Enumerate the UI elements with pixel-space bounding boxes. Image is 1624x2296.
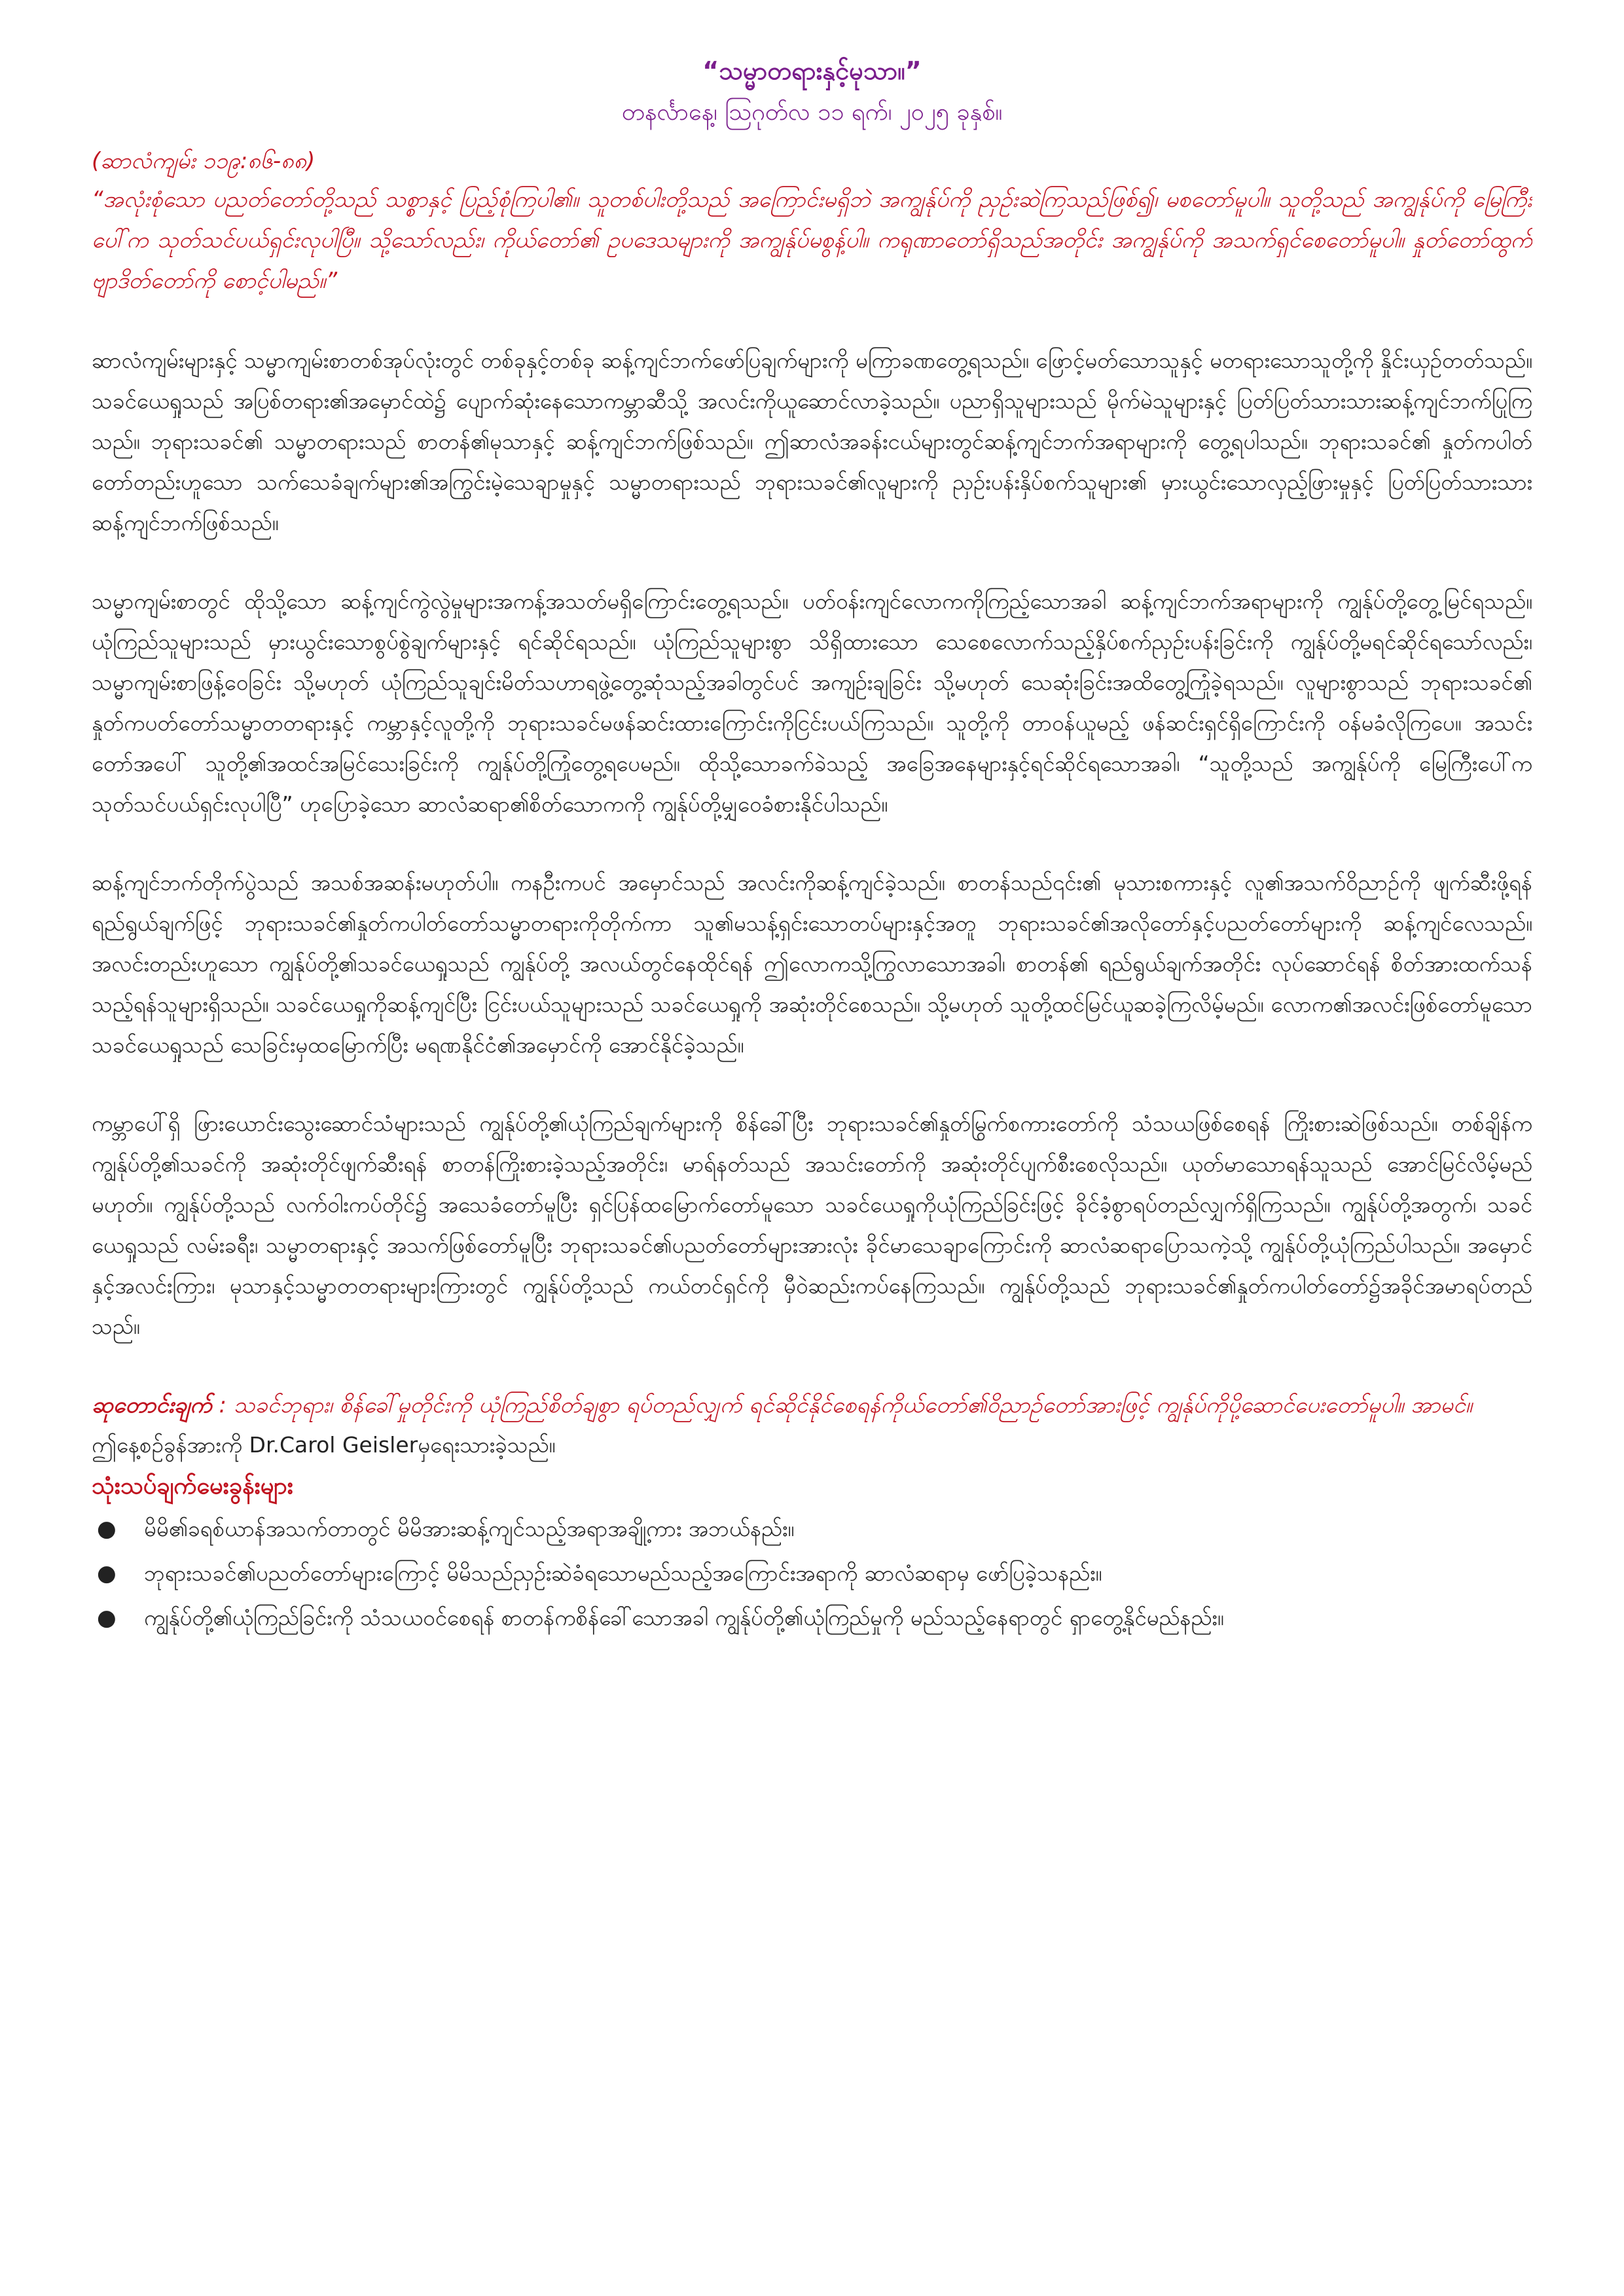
scripture-reference: (ဆာလံကျမ်း ၁၁၉:၈၆-၈၈) bbox=[92, 148, 316, 174]
body-paragraph-2: သမ္မာကျမ်းစာတွင် ထိုသို့သော ဆန့်ကျင်ကွဲလွဲမှုများအကန့်အသတ်မရှိကြောင်းတွေ့ရသည်။ ပတ်ဝန်းကျင်လောကကိုကြည့်သောအခါ ဆန့်ကျင်ဘက်အရာများကို ကျွန်ုပ်တို့တွေ့မြင်ရသည်။ ယုံကြည်သူများသည် မှားယွင်းသောစွပ်စွဲချက်များနှင့် ရင်ဆိုင်ရသည်။ ယုံကြည်သူများစွာ သိရှိထားသော သေစေလောက်သည့်နှိပ်စက်ညှဉ်းပန်းခြင်းကို ကျွန်ုပ်တို့မရင်ဆိုင်ရသော်လည်း၊ သမ္မာကျမ်းစာဖြန့်ဝေခြင်း သို့မဟုတ် ယုံကြည်သူချင်းမိတ်သဟာရဖွဲ့တွေ့ဆုံသည့်အခါတွင်ပင် အကျဉ်းချခြင်း သို့မဟုတ် သေဆုံးခြင်းအထိတွေ့ကြုံခဲ့ရသည်။ လူများစွာသည် ဘုရားသခင်၏ နှုတ်ကပတ်တော်သမ္မာတတရားနှင့် ကမ္ဘာနှင့်လူတို့ကို ဘုရားသခင်မဖန်ဆင်းထားကြောင်းကိုငြင်းပယ်ကြသည်။ သူတို့ကို တာဝန်ယူမည့် ဖန်ဆင်းရှင်ရှိကြောင်းကို ဝန်မခံလိုကြပေ။ အသင်းတော်အပေါ် သူတို့၏အထင်အမြင်သေးခြင်းကို ကျွန်ုပ်တို့ကြုံတွေ့ရပေမည်။ ထိုသို့သောခက်ခဲသည့် အခြေအနေများနှင့်ရင်ဆိုင်ရသောအခါ၊ “သူတို့သည် အကျွန်ုပ်ကို မြေကြီးပေါ်က သုတ်သင်ပယ်ရှင်းလုပါပြီ” ဟုပြောခဲ့သော ဆာလံဆရာ၏စိတ်သောကကို ကျွန်ုပ်တို့မျှဝေခံစားနိုင်ပါသည်။ bbox=[92, 588, 1532, 817]
question-text: ဘုရားသခင်၏ပညတ်တော်များကြောင့် မိမိသည်ညှဉ်းဆဲခံရသောမည်သည့်အကြောင်းအရာကို ဆာလံဆရာမှ ဖော်ပြခဲ့သနည်း။ bbox=[144, 1560, 1102, 1586]
page-title: “သမ္မာတရားနှင့်မုသာ။” bbox=[702, 56, 922, 85]
date-line: တနင်္လာနေ့၊ ဩဂုတ်လ ၁၁ ရက်၊ ၂၀၂၅ ခုနှစ်။ bbox=[621, 99, 1003, 126]
scripture-quote: “အလုံးစုံသော ပညတ်တော်တို့သည် သစ္စာနှင့် ပြည့်စုံကြပါ၏။ သူတစ်ပါးတို့သည် အကြောင်းမရှိဘဲ အကျွန်ုပ်ကို ညှဉ်းဆဲကြသည်ဖြစ်၍၊ မစတော်မူပါ။ သူတို့သည် အကျွန်ုပ်ကို မြေကြီးပေါ်က သုတ်သင်ပယ်ရှင်းလုပါပြီ။ သို့သော်လည်း၊ ကိုယ်တော်၏ ဥပဒေသများကို အကျွန်ုပ်မစွန့်ပါ။ ကရုဏာတော်ရှိသည်အတိုင်း အကျွန်ုပ်ကို အသက်ရှင်စေတော်မူပါ။ နှုတ်တော်ထွက် ဗျာဒိတ်တော်ကို စောင့်ပါမည်။” bbox=[92, 187, 1532, 294]
question-item bbox=[92, 1598, 1532, 1638]
question-text: ကျွန်ုပ်တို့၏ယုံကြည်ခြင်းကို သံသယဝင်စေရန် စာတန်ကစိန်ခေါ်သောအခါ ကျွန်ုပ်တို့၏ယုံကြည်မှုကို မည်သည့်နေရာတွင် ရှာတွေ့နိုင်မည်နည်း။ bbox=[144, 1605, 1224, 1630]
prayer bbox=[92, 1385, 1532, 1426]
bullet-icon: ● bbox=[97, 1560, 117, 1587]
prayer-label: ဆုတောင်းချက် bbox=[92, 1392, 212, 1418]
body-paragraph-1: ဆာလံကျမ်းများနှင့် သမ္မာကျမ်းစာတစ်အုပ်လုံးတွင် တစ်ခုနှင့်တစ်ခု ဆန့်ကျင်ဘက်ဖော်ပြချက်များကို မကြာခဏတွေ့ရသည်။ ဖြောင့်မတ်သောသူနှင့် မတရားသောသူတို့ကို နှိုင်းယှဉ်တတ်သည်။ သခင်ယေရှုသည် အပြစ်တရား၏အမှောင်ထဲ၌ ပျောက်ဆုံးနေသောကမ္ဘာဆီသို့ အလင်းကိုယူဆောင်လာခဲ့သည်။ ပညာရှိသူများသည် မိုက်မဲသူများနှင့် ပြတ်ပြတ်သားသားဆန့်ကျင်ဘက်ပြုကြသည်။ ဘုရားသခင်၏ သမ္မာတရားသည် စာတန်၏မုသာနှင့် ဆန့်ကျင်ဘက်ဖြစ်သည်။ ဤဆာလံအခန်းငယ်များတွင်ဆန့်ကျင်ဘက်အရာများကို တွေ့ရပါသည်။ ဘုရားသခင်၏ နှုတ်ကပါတ်တော်တည်းဟူသော သက်သေခံချက်များ၏အကြွင်းမဲ့သေချာမှုနှင့် သမ္မာတရားသည် ဘုရားသခင်၏လူများကို ညှဉ်းပန်းနှိပ်စက်သူများ၏ မှားယွင်းသောလှည့်ဖြားမှုနှင့် ပြတ်ပြတ်သားသား ဆန့်ကျင်ဘက်ဖြစ်သည်။ bbox=[92, 348, 1532, 535]
author-credit: ဤနေ့စဉ်ခွန်အားကို Dr.Carol Geislerမှရေးသားခဲ့သည်။ bbox=[92, 1432, 556, 1458]
questions-list bbox=[92, 1509, 1532, 1638]
prayer-text: : သခင်ဘုရား၊ စိန်ခေါ်မှုတိုင်းကို ယုံကြည်စိတ်ချစွာ ရပ်တည်လျှက် ရင်ဆိုင်နိုင်စေရန်ကိုယ်တော်၏ဝိညာဉ်တော်အားဖြင့် ကျွန်ုပ်ကိုပို့ဆောင်ပေးတော်မူပါ။ အာမင်။ bbox=[211, 1392, 1473, 1418]
bullet-icon: ● bbox=[97, 1605, 117, 1631]
question-item bbox=[92, 1509, 1532, 1549]
question-text: မိမိ၏ခရစ်ယာန်အသက်တာတွင် မိမိအားဆန့်ကျင်သည့်အရာအချို့ကား အဘယ်နည်း။ bbox=[144, 1516, 795, 1541]
questions-heading: သုံးသပ်ချက်မေးခွန်းများ bbox=[92, 1473, 293, 1499]
body-paragraph-4: ကမ္ဘာပေါ်ရှိ ဖြားယောင်းသွေးဆောင်သံများသည် ကျွန်ုပ်တို့၏ယုံကြည်ချက်များကို စိန်ခေါ်ပြီး ဘုရားသခင်၏နှုတ်မြွက်စကားတော်ကို သံသယဖြစ်စေရန် ကြိုးစားဆဲဖြစ်သည်။ တစ်ချိန်က ကျွန်ုပ်တို့၏သခင်ကို အဆုံးတိုင်ဖျက်ဆီးရန် စာတန်ကြိုးစားခဲ့သည့်အတိုင်း၊ မာရ်နတ်သည် အသင်းတော်ကို အဆုံးတိုင်ပျက်စီးစေလိုသည်။ ယုတ်မာသောရန်သူသည် အောင်မြင်လိမ့်မည် မဟုတ်။ ကျွန်ုပ်တို့သည် လက်ဝါးကပ်တိုင်၌ အသေခံတော်မူပြီး ရှင်ပြန်ထမြောက်တော်မူသော သခင်ယေရှုကိုယုံကြည်ခြင်းဖြင့် ခိုင်ခံ့စွာရပ်တည်လျှက်ရှိကြသည်။ ကျွန်ုပ်တို့အတွက်၊ သခင်ယေရှုသည် လမ်းခရီး၊ သမ္မာတရားနှင့် အသက်ဖြစ်တော်မူပြီး ဘုရားသခင်၏ပညတ်တော်များအားလုံး ခိုင်မာသေချာကြောင်းကို ဆာလံဆရာပြောသကဲ့သို့ ကျွန်ုပ်တို့ယုံကြည်ပါသည်။ အမှောင်နှင့်အလင်းကြား၊ မုသာနှင့်သမ္မာတတရားများကြားတွင် ကျွန်ုပ်တို့သည် ကယ်တင်ရှင်ကို မှီဝဲဆည်းကပ်နေကြသည်။ ကျွန်ုပ်တို့သည် ဘုရားသခင်၏နှုတ်ကပါတ်တော်၌အခိုင်အမာရပ်တည်သည်။ bbox=[92, 1111, 1532, 1339]
devotional-page bbox=[92, 52, 1532, 2251]
bullet-icon: ● bbox=[97, 1516, 117, 1542]
body-paragraph-3: ဆန့်ကျင်ဘက်တိုက်ပွဲသည် အသစ်အဆန်းမဟုတ်ပါ။ ကနဦးကပင် အမှောင်သည် အလင်းကိုဆန့်ကျင်ခဲ့သည်။ စာတန်သည်၎င်း၏ မုသားစကားနှင့် လူ၏အသက်ဝိညာဉ်ကို ဖျက်ဆီးဖို့ရန် ရည်ရွယ်ချက်ဖြင့် ဘုရားသခင်၏နှုတ်ကပါတ်တော်သမ္မာတရားကိုတိုက်ကာ သူ၏မသန့်ရှင်းသောတပ်များနှင့်အတူ ဘုရားသခင်၏အလိုတော်နှင့်ပညတ်တော်များကို ဆန့်ကျင်လေသည်။ အလင်းတည်းဟူသော ကျွန်ုပ်တို့၏သခင်ယေရှုသည် ကျွန်ုပ်တို့ အလယ်တွင်နေထိုင်ရန် ဤလောကသို့ကြွလာသောအခါ၊ စာတန်၏ ရည်ရွယ်ချက်အတိုင်း လုပ်ဆောင်ရန် စိတ်အားထက်သန်သည့်ရန်သူများရှိသည်။ သခင်ယေရှုကိုဆန့်ကျင်ပြီး ငြင်းပယ်သူများသည် သခင်ယေရှုကို အဆုံးတိုင်စေသည်။ သို့မဟုတ် သူတို့ထင်မြင်ယူဆခဲ့ကြလိမ့်မည်။ လောက၏အလင်းဖြစ်တော်မူသော သခင်ယေရှုသည် သေခြင်းမှထမြောက်ပြီး မရဏနိုင်ငံ၏အမှောင်ကို အောင်နိုင်ခဲ့သည်။ bbox=[92, 870, 1532, 1058]
question-item bbox=[92, 1554, 1532, 1593]
